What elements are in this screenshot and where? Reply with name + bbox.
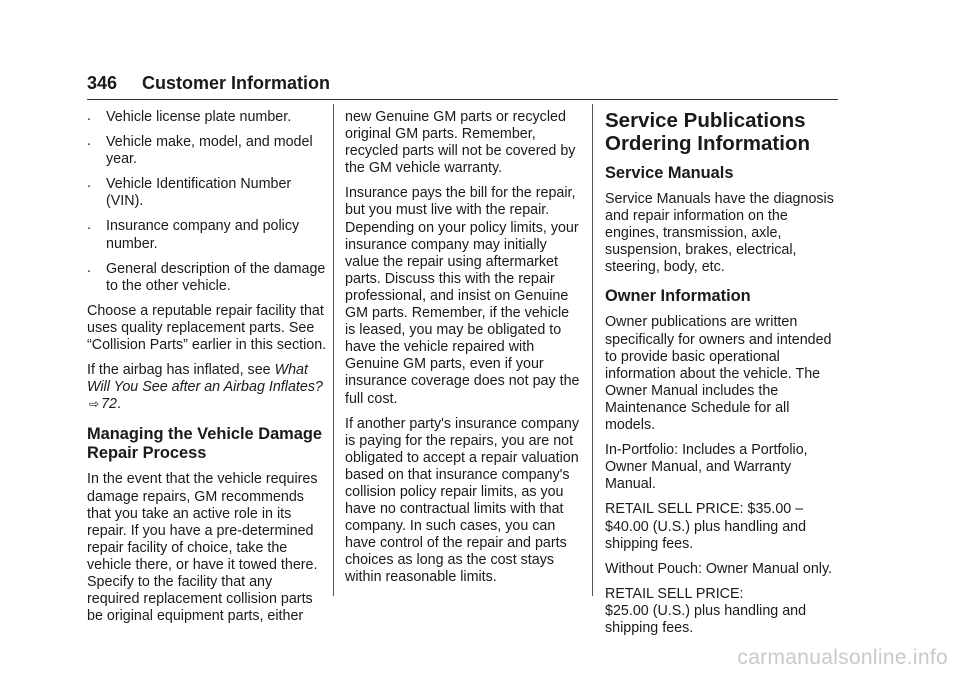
paragraph: Owner publications are written specifically for owners and intended to provide basic operational information about the vehicle. The Owner Manual includes the Maintenance Schedule for all models. <box>605 314 832 434</box>
page-reference-arrow-icon: ⇨ <box>89 397 100 412</box>
list-item <box>87 218 327 252</box>
column-3 <box>605 109 841 645</box>
paragraph: Service Manuals have the diagnosis and repair information on the engines, transmission, axle, suspension, brakes, electrical, steering, body, etc. <box>605 191 834 276</box>
paragraph-line: $25.00 (U.S.) plus handling and shipping fees. <box>605 602 807 636</box>
page-header <box>87 70 838 100</box>
section-heading: Managing the Vehicle Damage Repair Process <box>87 425 322 463</box>
bullet-icon: . <box>87 217 91 234</box>
list-item-text: General description of the damage to the other vehicle. <box>106 260 326 294</box>
list-item-text: Vehicle Identification Number (VIN). <box>106 176 292 210</box>
header-title: Customer Information <box>142 73 331 93</box>
price-paragraph <box>605 586 841 637</box>
subsection-heading-owner-information: Owner Information <box>605 287 751 306</box>
paragraph-line: RETAIL SELL PRICE: <box>605 585 744 602</box>
watermark: carmanualsonline.info <box>737 646 948 669</box>
bullet-icon: . <box>87 259 91 276</box>
bullet-icon: . <box>87 108 91 124</box>
cross-reference-link[interactable]: What Will You See after an Airbag Inflates? <box>87 362 323 396</box>
paragraph-text: . <box>116 396 121 413</box>
subsection-heading-service-manuals: Service Manuals <box>605 164 734 182</box>
paragraph: In the event that the vehicle requires damage repairs, GM recommends that you take an active role in its repair. If you have a pre-determined repair facility of choice, take the vehicle there, or have it towed there. Specify to the facility that any required replacement collision parts be original equipment parts, either <box>87 471 318 625</box>
column-divider <box>333 104 334 596</box>
column-2 <box>345 109 583 595</box>
paragraph: Without Pouch: Owner Manual only. <box>605 560 833 577</box>
paragraph: RETAIL SELL PRICE: $35.00 – $40.00 (U.S.) plus handling and shipping fees. <box>605 501 807 552</box>
column-divider <box>592 104 593 596</box>
list-item-text: Vehicle license plate number. <box>106 109 292 125</box>
bullet-icon: . <box>87 133 91 150</box>
list-item <box>87 109 327 126</box>
list-item <box>87 134 327 168</box>
paragraph: Insurance pays the bill for the repair, but you must live with the repair. Depending on your policy limits, your insurance company may initially value the repair using aftermarket parts. Discuss this with the repair professional, and insist on Genuine GM parts. Remember, if the vehicle is leased, you may be obligated to have the vehicle repaired with Genuine GM parts, even if your insurance coverage does not pay the full cost. <box>345 185 580 407</box>
section-title: Service Publications Ordering Information <box>605 109 810 155</box>
paragraph: In-Portfolio: Includes a Portfolio, Owner Manual, and Warranty Manual. <box>605 442 808 493</box>
list-item <box>87 261 327 295</box>
paragraph-text: If the airbag has inflated, see <box>87 362 275 379</box>
airbag-reference-paragraph <box>87 362 327 413</box>
bullet-icon: . <box>87 175 91 192</box>
list-item-text: Insurance company and policy number. <box>106 218 300 252</box>
paragraph: If another party's insurance company is paying for the repairs, you are not obligated to accept a repair valuation based on that insurance company's collision policy repair limits, as you have no contractual limits with that company. In such cases, you can have control of the repair and parts choices as long as the cost stays within reasonable limits. <box>345 415 579 586</box>
page-reference[interactable]: 72 <box>101 396 117 413</box>
page-number: 346 <box>87 73 118 93</box>
paragraph: new Genuine GM parts or recycled original GM parts. Remember, recycled parts will not be covered by the GM vehicle warranty. <box>345 109 576 177</box>
paragraph: Choose a reputable repair facility that uses quality replacement parts. See “Collision Parts” earlier in this section. <box>87 302 327 354</box>
list-item <box>87 176 327 210</box>
column-1 <box>87 109 327 633</box>
list-item-text: Vehicle make, model, and model year. <box>106 134 313 168</box>
